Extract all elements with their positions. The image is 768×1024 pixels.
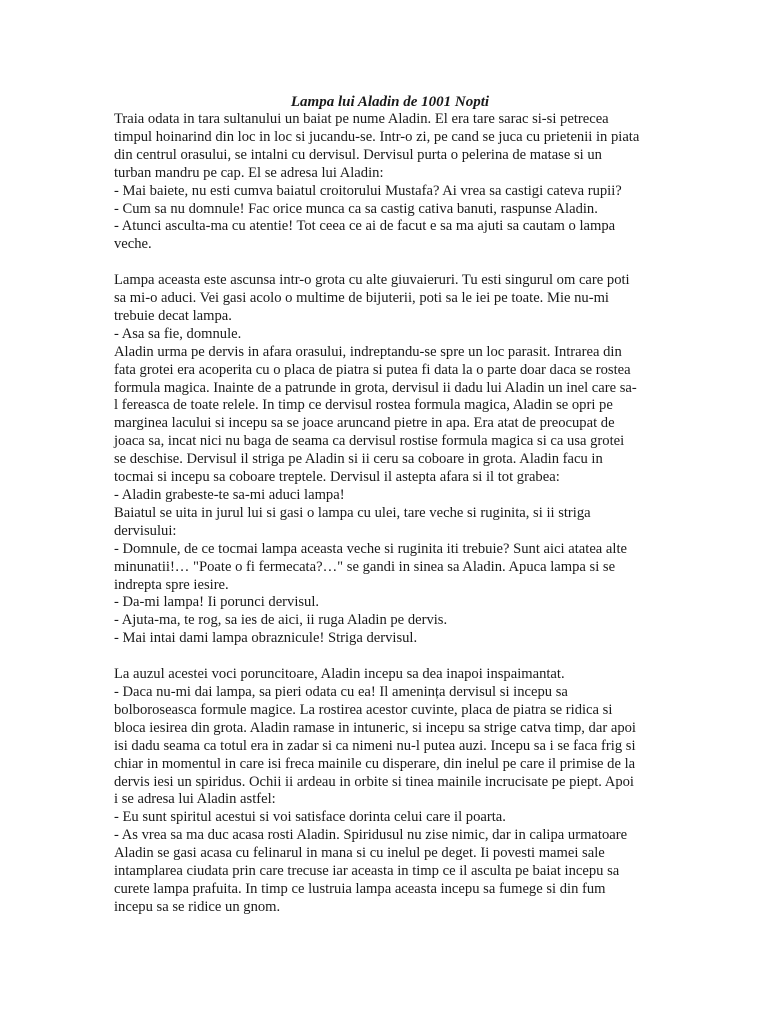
- text-line: curete lampa prafuita. In timp ce lustruia lampa aceasta incepu sa fumege si din fum: [114, 880, 606, 897]
- text-line: - Eu sunt spiritul acestui si voi satisface dorinta celui care il poarta.: [114, 809, 506, 826]
- text-line: Aladin se gasi acasa cu felinarul in mana si cu inelul pe deget. Ii povesti mamei sale: [114, 845, 605, 862]
- text-line: i se adresa lui Aladin astfel:: [114, 791, 276, 808]
- text-line: Traia odata in tara sultanului un baiat pe nume Aladin. El era tare sarac si-si petrecea: [114, 111, 609, 127]
- text-line: intamplarea ciudata prin care trecuse iar aceasta in timp ce il asculta pe baiat incepu sa: [114, 863, 620, 880]
- text-line: minunatii!… "Poate o fi fermecata?…" se gandi in sinea sa Aladin. Apuca lampa si se: [114, 558, 616, 575]
- text-line: Lampa aceasta este ascunsa intr-o grota cu alte giuvaieruri. Tu esti singurul om care poti: [114, 272, 630, 289]
- text-line: incepu sa se ridice un gnom.: [114, 898, 281, 915]
- text-line: - Asa sa fie, domnule.: [114, 325, 242, 342]
- text-line: Aladin urma pe dervis in afara orasului, indreptandu-se spre un loc parasit. Intrarea din: [114, 343, 622, 360]
- text-line: l fereasca de toate relele. In timp ce dervisul rostea formula magica, Aladin se opri pe: [114, 397, 613, 414]
- text-line: - Mai baiete, nu esti cumva baiatul croitorului Mustafa? Ai vrea sa castigi cateva rupii?: [114, 182, 622, 199]
- text-line: - Da-mi lampa! Ii porunci dervisul.: [114, 594, 320, 611]
- document-title: Lampa lui Aladin de 1001 Nopti: [290, 94, 490, 110]
- document-body: [114, 111, 668, 917]
- text-line: turban mandru pe cap. El se adresa lui Aladin:: [114, 164, 384, 181]
- text-line: indrepta spre iesire.: [114, 576, 229, 593]
- text-line: - Domnule, de ce tocmai lampa aceasta veche si ruginita iti trebuie? Sunt aici atatea alte: [114, 540, 627, 557]
- text-line: timpul hoinarind din loc in loc si jucandu-se. Intr-o zi, pe cand se juca cu prietenii in piata: [114, 128, 640, 145]
- paragraph-gap: [114, 648, 668, 666]
- text-line: - As vrea sa ma duc acasa rosti Aladin. Spiridusul nu zise nimic, dar in calipa urmatoare: [114, 827, 628, 844]
- text-line: - Ajuta-ma, te rog, sa ies de aici, ii ruga Aladin pe dervis.: [114, 612, 448, 629]
- text-line: din centrul orasului, se intalni cu dervisul. Dervisul purta o pelerina de matase si un: [114, 146, 602, 163]
- text-line: - Daca nu-mi dai lampa, sa pieri odata cu ea! Il amenința dervisul si incepu sa: [114, 683, 568, 700]
- text-line: se deschise. Dervisul il striga pe Aladin si ii ceru sa coboare in grota. Aladin facu in: [114, 451, 603, 468]
- paragraph-block: [114, 666, 668, 917]
- text-line: - Aladin grabeste-te sa-mi aduci lampa!: [114, 487, 345, 504]
- text-line: formula magica. Inainte de a patrunde in grota, dervisul ii dadu lui Aladin un inel care sa-: [114, 379, 637, 396]
- text-line: - Mai intai dami lampa obraznicule! Striga dervisul.: [114, 630, 418, 647]
- text-line: tocmai si incepu sa coboare treptele. Dervisul il astepta afara si il tot grabea:: [114, 469, 560, 486]
- paragraph-block: [114, 111, 668, 254]
- text-line: La auzul acestei voci poruncitoare, Aladin incepu sa dea inapoi inspaimantat.: [114, 666, 565, 683]
- text-line: dervis iesi un spiridus. Ochii ii ardeau in orbite si tinea mainile incrucisate pe piept. Apoi: [114, 773, 634, 790]
- text-line: dervisului:: [114, 522, 177, 539]
- text-line: chiar in momentul in care isi freca mainile cu disperare, din inelul pe care il primise de la: [114, 755, 636, 772]
- text-line: - Atunci asculta-ma cu atentie! Tot ceea ce ai de facut e sa ma ajuti sa cautam o lampa: [114, 218, 616, 235]
- text-line: isi dadu seama ca totul era in zadar si ca nimeni nu-l putea auzi. Incepu sa i se faca frig si: [114, 737, 636, 754]
- text-line: sa mi-o aduci. Vei gasi acolo o multime de bijuterii, poti sa le iei pe toate. Mie nu-mi: [114, 290, 609, 307]
- paragraph-block: [114, 272, 668, 648]
- text-line: trebuie decat lampa.: [114, 307, 232, 324]
- text-line: bolboroseasca formule magice. La rostirea acestor cuvinte, placa de piatra se ridica si: [114, 701, 613, 718]
- text-line: joaca sa, incat nici nu baga de seama ca dervisul rostise formula magica si ca usa grotei: [114, 433, 625, 450]
- text-line: marginea lacului si incepu sa se joace aruncand pietre in apa. Era atat de preocupat de: [114, 415, 615, 432]
- text-line: - Cum sa nu domnule! Fac orice munca ca sa castig cativa banuti, raspunse Aladin.: [114, 200, 598, 217]
- text-line: bloca iesirea din grota. Aladin ramase in intuneric, si incepu sa strige catva timp, dar apoi: [114, 719, 636, 736]
- paragraph-gap: [114, 254, 668, 272]
- text-line: veche.: [114, 236, 152, 253]
- text-line: fata grotei era acoperita cu o placa de piatra si putea fi data la o parte doar daca se rostea: [114, 361, 631, 378]
- text-line: Baiatul se uita in jurul lui si gasi o lampa cu ulei, tare veche si ruginita, si ii striga: [114, 504, 591, 521]
